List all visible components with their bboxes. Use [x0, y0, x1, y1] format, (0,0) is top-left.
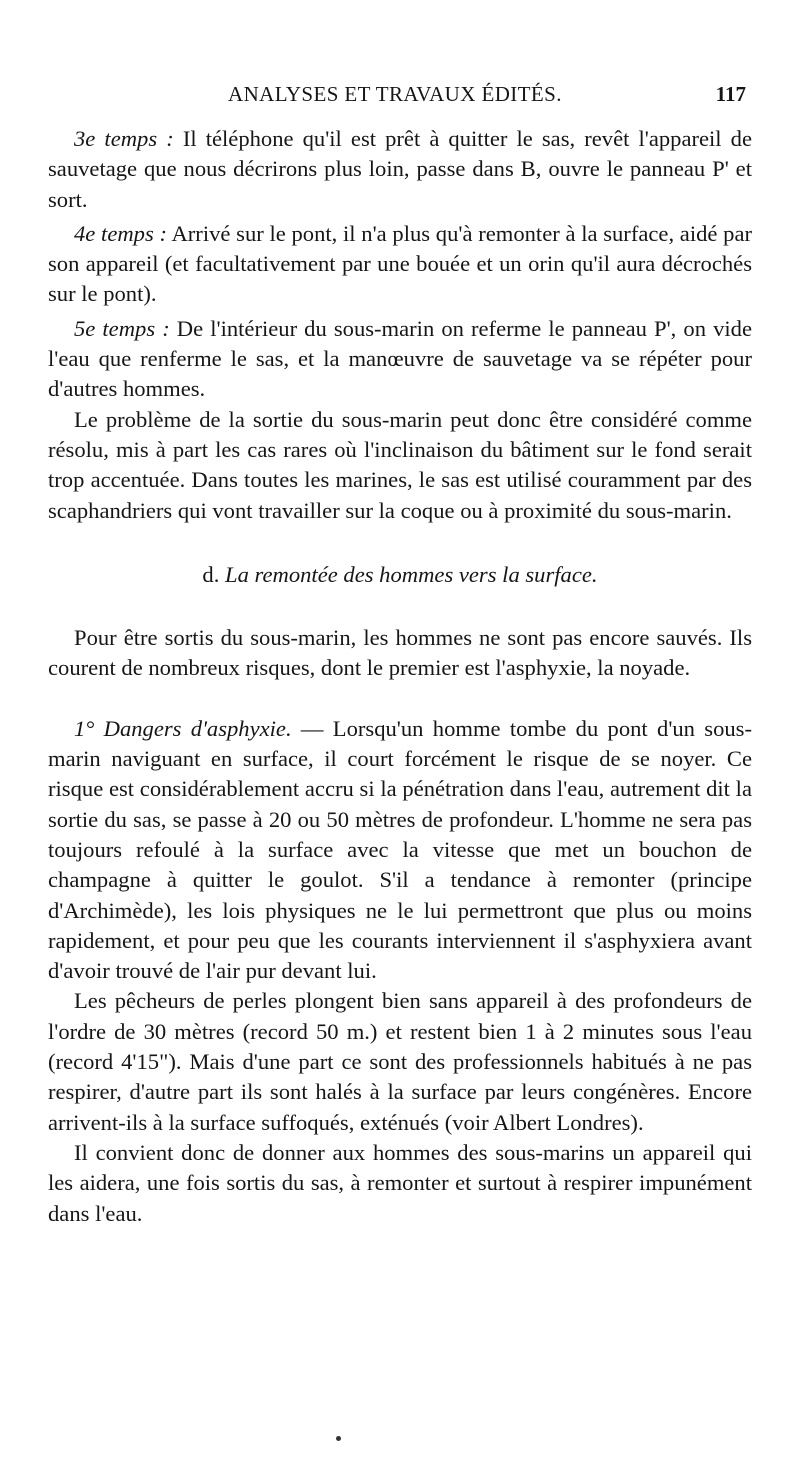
step-3-text: Il téléphone qu'il est prêt à quitter le sas, revêt l'appareil de sauvetage que nous décrirons plus loin, passe dans B, ouvre le panneau P' et sort. — [48, 126, 752, 212]
step-5-text: De l'intérieur du sous-marin on referme le panneau P', on vide l'eau que renferme le sas, et la manœuvre de sauvetage va se répéter pour d'autres hommes. — [48, 315, 752, 402]
print-speck — [336, 1436, 341, 1441]
paragraph-conclusion — [48, 1138, 752, 1229]
paragraph-intro — [48, 623, 752, 684]
paragraph-step-4 — [48, 219, 752, 310]
conclusion-text: Il convient donc de donner aux hommes des sous-marins un appareil qui les aidera, une fois sortis du sas, à remonter et surtout à respirer impunément dans l'eau. — [48, 1139, 752, 1226]
step-5-lead: 5e temps : — [74, 315, 170, 341]
step-4-lead: 4e temps : — [74, 220, 167, 246]
paragraph-spacer — [48, 684, 752, 714]
section-title: La remontée des hommes vers la surface. — [225, 561, 598, 587]
section-heading — [48, 560, 752, 590]
paragraph-asphyxia — [48, 714, 752, 987]
problem-text: Le problème de la sortie du sous-marin peut donc être considéré comme résolu, mis à part les cas rares où l'inclinaison du bâtiment sur le fond serait trop accentuée. Dans toutes les marines, le sas est utilisé couramment par des scaphandriers qui vont travailler sur la coque ou à proximité du sous-marin. — [48, 406, 752, 523]
step-4-text: Arrivé sur le pont, il n'a plus qu'à remonter à la surface, aidé par son appareil (et facultativement par une bouée et un orin qu'il aura décrochés sur le pont). — [48, 220, 753, 307]
body-text — [48, 124, 752, 1229]
paragraph-problem — [48, 405, 752, 526]
intro-text: Pour être sortis du sous-marin, les hommes ne sont pas encore sauvés. Ils courent de nombreux risques, dont le premier est l'asphyxie, la noyade. — [48, 625, 752, 681]
running-head: ANALYSES ET TRAVAUX ÉDITÉS. — [228, 82, 562, 106]
paragraph-step-3 — [48, 124, 752, 215]
pearl-divers-text: Les pêcheurs de perles plongent bien sans appareil à des profondeurs de l'ordre de 30 mètres (record 50 m.) et restent bien 1 à 2 minutes sous l'eau (record 4'15"). Mais d'une part ce sont des professionnels habitués à ne pas respirer, d'autre part ils sont halés à la surface par leurs congénères. Encore arrivent-ils à la surface suffoqués, exténués (voir Albert Londres). — [48, 988, 752, 1135]
page-number: 117 — [715, 82, 746, 106]
section-label: d. — [202, 561, 220, 587]
asphyxia-lead: 1° Dangers d'asphyxie. — [74, 715, 292, 741]
page-header — [48, 82, 746, 112]
asphyxia-text: — Lorsqu'un homme tombe du pont d'un sous-marin naviguant en surface, il court forcément le risque de se noyer. Ce risque est considérablement accru si la pénétration dans l'eau, autrement dit la sortie du sas, se passe à 20 ou 50 mètres de profondeur. L'homme ne sera pas toujours refoulé à la surface avec la vitesse que met un bouchon de champagne à quitter le goulot. S'il a tendance à remonter (principe d'Archimède), les lois physiques ne le lui permettront que plus ou moins rapidement, et pour peu que les courants interviennent il s'asphyxiera avant d'avoir trouvé de l'air pur devant lui. — [48, 715, 752, 984]
step-3-lead: 3e temps : — [74, 126, 174, 151]
paragraph-pearl-divers — [48, 986, 752, 1137]
paragraph-step-5 — [48, 314, 752, 405]
